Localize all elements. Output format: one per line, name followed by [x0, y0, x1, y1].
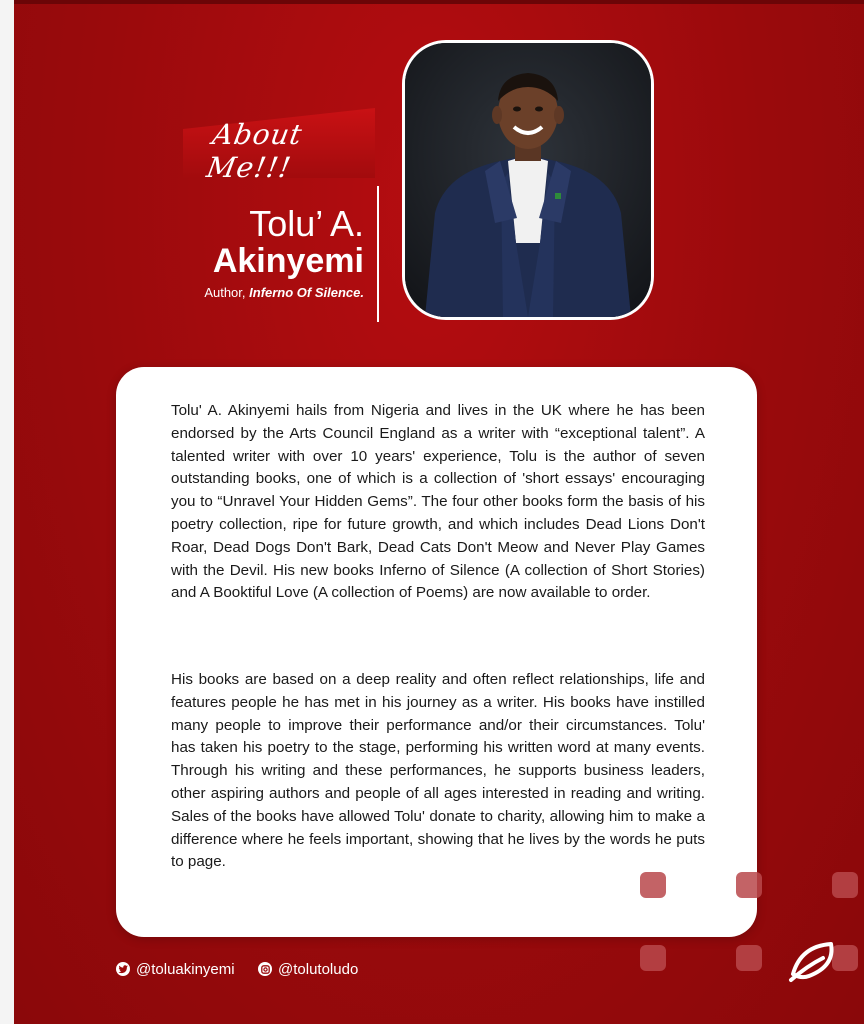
- instagram-link[interactable]: [258, 959, 358, 979]
- portrait-illustration: [405, 43, 651, 317]
- leaf-logo-icon: [787, 936, 841, 986]
- twitter-icon: [116, 962, 130, 976]
- bio-card: [116, 367, 757, 937]
- top-edge: [0, 0, 864, 4]
- instagram-handle: @tolutoludo: [278, 960, 359, 978]
- vertical-divider: [377, 186, 379, 322]
- subtitle-prefix: Author,: [204, 285, 246, 300]
- left-edge: [0, 0, 14, 1024]
- decor-square: [640, 872, 666, 898]
- author-first-name: Tolu’ A.: [249, 203, 364, 244]
- twitter-link[interactable]: [116, 959, 235, 979]
- decor-square: [832, 872, 858, 898]
- author-last-name: Akinyemi: [212, 242, 364, 280]
- bio-paragraph-2: His books are based on a deep reality and often reflect relationships, life and features people he has met in his journey as a writer. His books have instilled many people to improve their performance and/or their circumstances. Tolu' has taken his poetry to the stage, performing his written word at many events. Through his writing and these performances, he supports business leaders, other aspiring authors and people of all ages interested in reading and writing. Sales of the books have allowed Tolu' donate to charity, allowing him to make a difference where he feels important, showing that he lives by the words he puts to page.: [171, 671, 705, 871]
- about-heading: About Me!!!: [204, 118, 306, 184]
- decor-square: [736, 945, 762, 971]
- instagram-icon: [258, 962, 272, 976]
- twitter-handle: @toluakinyemi: [136, 960, 235, 978]
- author-subtitle: [204, 285, 364, 300]
- author-photo: [402, 40, 654, 320]
- subtitle-book: Inferno Of Silence.: [249, 285, 364, 300]
- bio-paragraph-1: Tolu' A. Akinyemi hails from Nigeria and lives in the UK where he has been endorsed by the Arts Council England as a writer with “exceptional talent”. A talented writer with over 10 years' experience, Tolu is the author of seven outstanding books, one of which is a collection of 'short essays' encouraging you to “Unravel Your Hidden Gems”. The four other books form the basis of his poetry collection, ripe for future growth, and which includes Dead Lions Don't Roar, Dead Dogs Don't Bark, Dead Cats Don't Meow and Never Play Games with the Devil. His new books Inferno of Silence (A collection of Short Stories) and A Booktiful Love (A collection of Poems) are now available to order.: [171, 402, 705, 602]
- decor-square: [640, 945, 666, 971]
- decor-square: [736, 872, 762, 898]
